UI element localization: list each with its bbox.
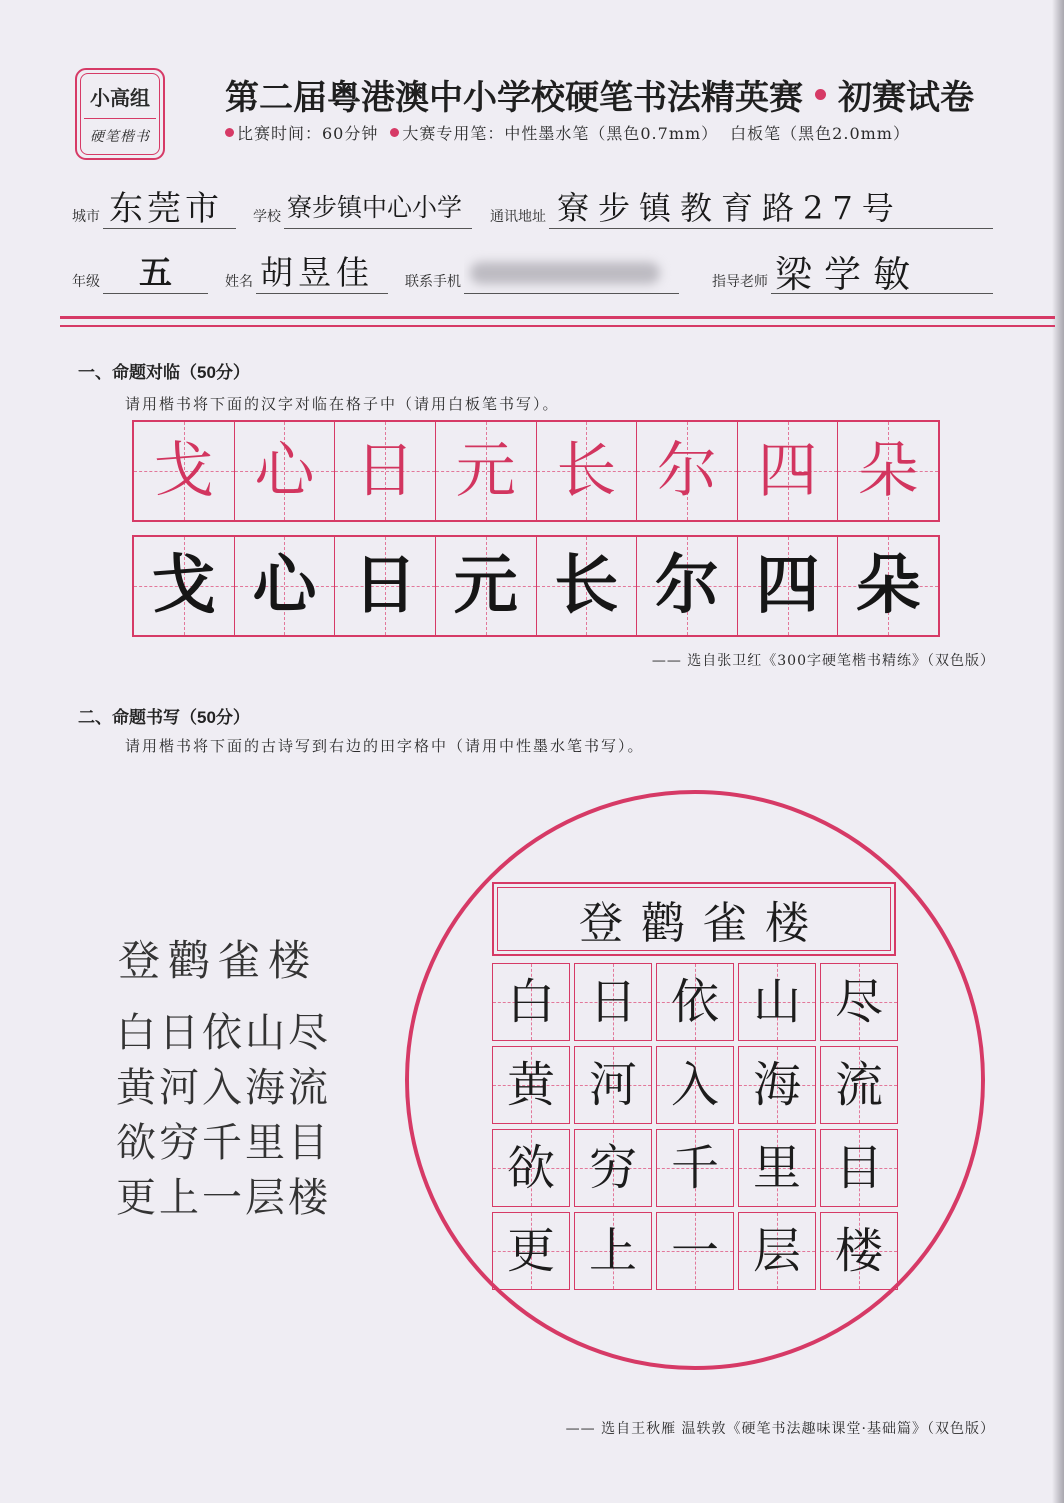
field-address <box>490 183 993 229</box>
written-title-box <box>492 882 896 956</box>
field-label: 指导老师 <box>712 273 768 289</box>
model-char: 长 <box>556 436 617 506</box>
tianzige-cell <box>656 1046 734 1124</box>
model-grid <box>132 420 940 522</box>
tianzige-cell <box>838 422 938 520</box>
section2-heading: 二、命题书写（50分） <box>78 708 250 727</box>
field-label: 通讯地址 <box>490 208 546 224</box>
written-char: 河 <box>588 1057 637 1113</box>
tianzige-cell <box>134 537 235 635</box>
written-char: 里 <box>752 1140 801 1196</box>
field-label: 学校 <box>253 208 281 224</box>
tianzige-cell <box>335 537 436 635</box>
model-char: 四 <box>757 436 818 506</box>
written-char: 心 <box>252 548 317 623</box>
stamp-category: 硬笔楷书 <box>90 129 150 145</box>
poem-title: 登鹳雀楼 <box>118 937 319 984</box>
tianzige-cell <box>537 537 638 635</box>
tianzige-cell <box>235 422 336 520</box>
stamp-group: 小高组 <box>90 88 150 110</box>
field-city <box>72 183 236 229</box>
model-char: 朵 <box>858 436 919 506</box>
field-value: 五 <box>103 248 208 294</box>
poem-line: 白日依山尽 <box>116 1011 331 1055</box>
field-grade <box>72 248 208 294</box>
written-char: 欲 <box>506 1140 555 1196</box>
copy-grid <box>132 535 940 637</box>
tianzige-cell <box>820 1212 898 1290</box>
tianzige-cell <box>738 537 839 635</box>
tianzige-cell <box>492 1129 570 1207</box>
tianzige-cell <box>574 963 652 1041</box>
title-main: 第二届粤港澳中小学校硬笔书法精英赛 <box>225 79 803 117</box>
model-char: 尔 <box>656 436 717 506</box>
title-dot-icon <box>815 89 826 100</box>
tianzige-cell <box>537 422 638 520</box>
field-value: 寮步镇中心小学 <box>284 183 472 229</box>
written-char: 尔 <box>654 548 719 623</box>
tianzige-cell <box>656 963 734 1041</box>
tianzige-cell <box>335 422 436 520</box>
tianzige-cell <box>492 963 570 1041</box>
written-char: 长 <box>554 548 619 623</box>
field-name <box>225 248 388 294</box>
field-label: 姓名 <box>225 273 253 289</box>
poem-line: 黄河入海流 <box>116 1066 331 1110</box>
info-time: 比赛时间：60分钟 <box>237 124 379 143</box>
field-teacher <box>712 248 993 294</box>
divider-thick <box>60 316 1055 319</box>
tianzige-cell <box>738 963 816 1041</box>
written-char: 山 <box>752 974 801 1030</box>
written-char: 戈 <box>151 548 216 623</box>
tianzige-cell <box>637 422 738 520</box>
section1-instruction: 请用楷书将下面的汉字对临在格子中（请用白板笔书写）。 <box>125 395 560 413</box>
tianzige-cell <box>738 1129 816 1207</box>
written-char: 海 <box>752 1057 801 1113</box>
bullet-icon <box>225 128 234 137</box>
field-value: 寮步镇教育路27号 <box>549 183 993 229</box>
written-char: 入 <box>670 1057 719 1113</box>
bullet-icon <box>390 128 399 137</box>
written-char: 层 <box>752 1223 801 1279</box>
info-pen2: 白板笔（黑色2.0mm） <box>730 124 910 143</box>
written-char: 朵 <box>856 548 921 623</box>
section2-source: —— 选自王秋雁 温轶敦《硬笔书法趣味课堂·基础篇》（双色版） <box>565 1421 995 1437</box>
field-value: 胡昱佳 <box>256 248 388 294</box>
title-suffix: 初赛试卷 <box>838 79 974 117</box>
written-char: 日 <box>588 974 637 1030</box>
poem-line: 更上一层楼 <box>116 1176 331 1220</box>
group-stamp <box>75 68 165 160</box>
model-char: 戈 <box>153 436 214 506</box>
model-char: 日 <box>355 436 416 506</box>
field-label: 联系手机 <box>405 273 461 289</box>
field-label: 城市 <box>72 208 100 224</box>
stamp-divider <box>84 118 156 119</box>
field-value: 东莞市 <box>103 183 236 229</box>
written-char: 白 <box>506 974 555 1030</box>
tianzige-cell <box>656 1212 734 1290</box>
tianzige-cell <box>574 1129 652 1207</box>
tianzige-cell <box>820 1046 898 1124</box>
field-value-blurred <box>464 248 679 294</box>
field-phone <box>405 248 679 294</box>
field-label: 年级 <box>72 273 100 289</box>
tianzige-cell <box>820 963 898 1041</box>
tianzige-cell <box>637 537 738 635</box>
section2-instruction: 请用楷书将下面的古诗写到右边的田字格中（请用中性墨水笔书写）。 <box>125 737 645 755</box>
tianzige-cell <box>134 422 235 520</box>
written-char: 上 <box>588 1223 637 1279</box>
written-char: 楼 <box>834 1223 883 1279</box>
tianzige-cell <box>820 1129 898 1207</box>
written-char: 四 <box>755 548 820 623</box>
written-char: 穷 <box>588 1140 637 1196</box>
page-title <box>225 70 974 119</box>
written-char: 更 <box>506 1223 555 1279</box>
exam-info <box>225 121 910 144</box>
tianzige-cell <box>436 537 537 635</box>
written-char: 元 <box>453 548 518 623</box>
model-char: 心 <box>254 436 315 506</box>
poem-grid <box>492 963 898 1290</box>
tianzige-cell <box>838 537 938 635</box>
poem-line: 欲穷千里目 <box>116 1121 331 1165</box>
written-char: 依 <box>670 974 719 1030</box>
tianzige-cell <box>656 1129 734 1207</box>
tianzige-cell <box>738 422 839 520</box>
tianzige-cell <box>574 1212 652 1290</box>
written-char: 目 <box>834 1140 883 1196</box>
info-pen: 大赛专用笔：中性墨水笔（黑色0.7mm） <box>402 124 719 143</box>
section1-source: —— 选自张卫红《300字硬笔楷书精练》（双色版） <box>651 653 995 669</box>
written-char: 黄 <box>506 1057 555 1113</box>
blurred-phone <box>470 262 660 284</box>
written-title: 登鹳雀楼 <box>579 898 827 949</box>
model-char: 元 <box>455 436 516 506</box>
tianzige-cell <box>738 1046 816 1124</box>
written-char: 日 <box>353 548 418 623</box>
written-char: 一 <box>670 1223 719 1279</box>
field-value: 梁学敏 <box>771 248 993 294</box>
field-school <box>253 183 472 229</box>
written-char: 流 <box>834 1057 883 1113</box>
tianzige-cell <box>738 1212 816 1290</box>
written-char: 千 <box>670 1140 719 1196</box>
tianzige-cell <box>436 422 537 520</box>
tianzige-cell <box>492 1212 570 1290</box>
tianzige-cell <box>574 1046 652 1124</box>
written-char: 尽 <box>834 974 883 1030</box>
section1-heading: 一、命题对临（50分） <box>78 363 250 382</box>
divider-thin <box>60 325 1055 327</box>
tianzige-cell <box>235 537 336 635</box>
tianzige-cell <box>492 1046 570 1124</box>
scan-edge <box>1052 0 1064 1503</box>
